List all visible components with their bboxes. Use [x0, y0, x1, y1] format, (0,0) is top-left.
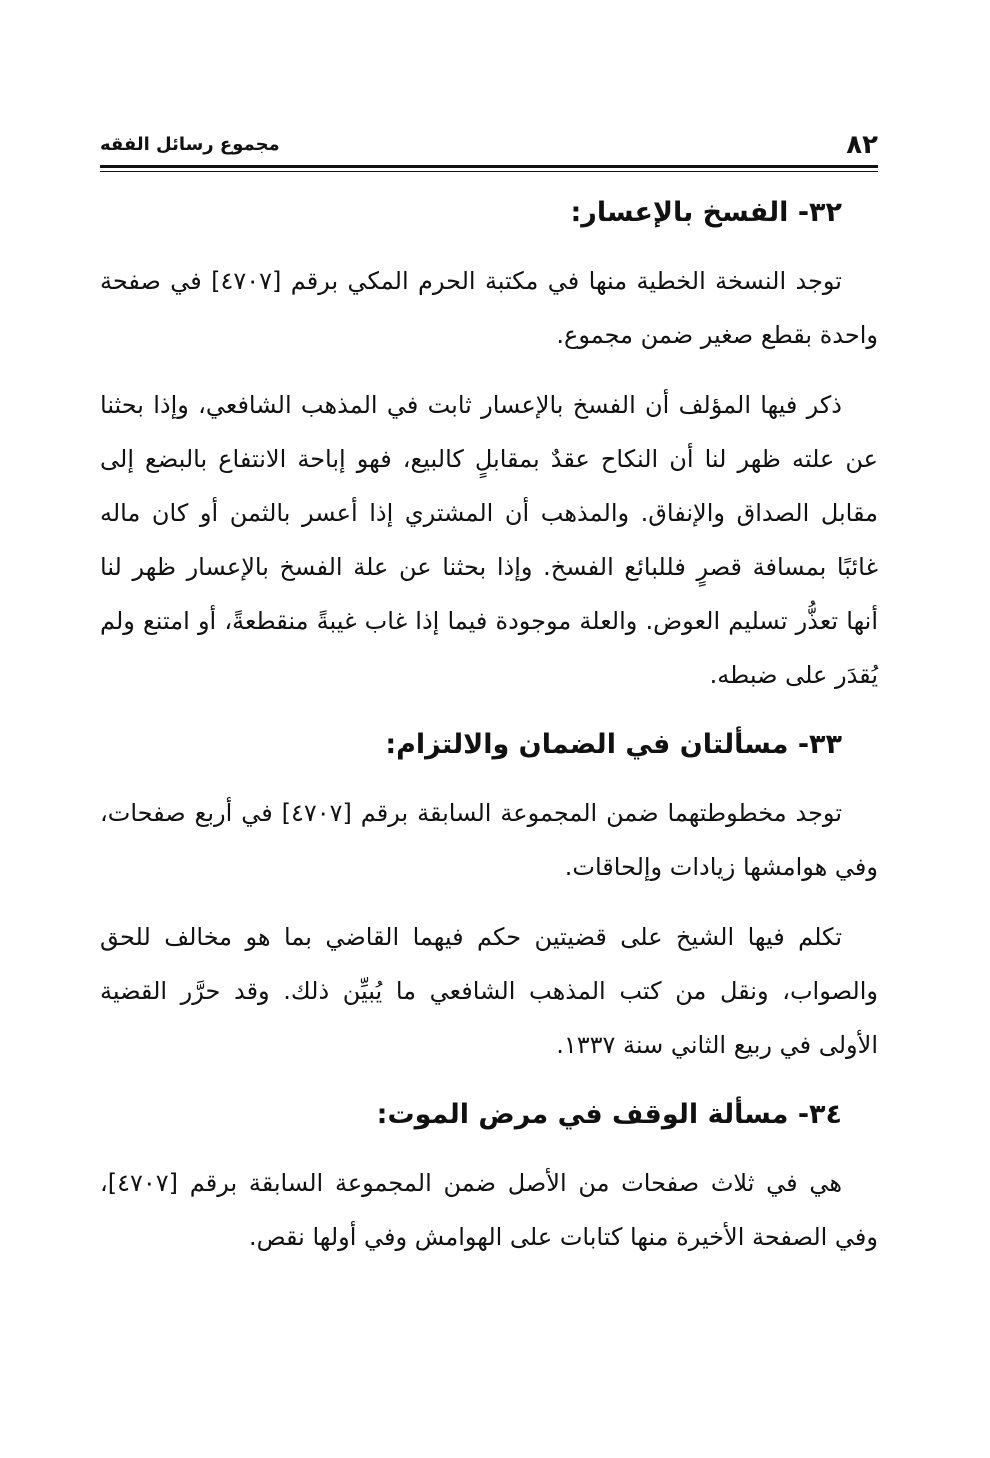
section-heading-33: ٣٣- مسألتان في الضمان والالتزام: [385, 729, 842, 760]
book-page [100, 125, 878, 1280]
page-number: ٨٢ [846, 130, 878, 160]
paragraph-33-content: تكلم فيها الشيخ على قضيتين حكم فيهما القاضي بما هو مخالف للحق والصواب، ونقل من كتب المذهب الشافعي ما يُبيِّن ذلك. وقد حرَّر القضية الأولى في ربيع الثاني سنة ١٣٣٧. [100, 923, 878, 1059]
book-title: مجموع رسائل الفقه [100, 134, 280, 155]
section-heading-34: ٣٤- مسألة الوقف في مرض الموت: [376, 1099, 842, 1130]
paragraph-33-manuscript: توجد مخطوطتهما ضمن المجموعة السابقة برقم [٤٧٠٧] في أربع صفحات، وفي هوامشها زيادات وإلحاقات. [100, 799, 878, 881]
paragraph-32-manuscript: توجد النسخة الخطية منها في مكتبة الحرم المكي برقم [٤٧٠٧] في صفحة واحدة بقطع صغير ضمن مجموع. [100, 267, 878, 349]
header-rule-thick [100, 165, 878, 168]
header-rule-thin [100, 171, 878, 172]
running-header [100, 125, 878, 161]
paragraph-32-content: ذكر فيها المؤلف أن الفسخ بالإعسار ثابت في المذهب الشافعي، وإذا بحثنا عن علته ظهر لنا أن النكاح عقدٌ بمقابلٍ كالبيع، فهو إباحة الانتفاع بالبضع إلى مقابل الصداق والإنفاق. والمذهب أن المشتري إذا أعسر بالثمن أو كان ماله غائبًا بمسافة قصرٍ فللبائع الفسخ. وإذا بحثنا عن علة الفسخ بالإعسار ظهر لنا أنها تعذُّر تسليم العوض. والعلة موجودة فيما إذا غاب غيبةً منقطعةً، أو امتنع ولم يُقدَر على ضبطه. [100, 391, 878, 689]
paragraph-34-manuscript: هي في ثلاث صفحات من الأصل ضمن المجموعة السابقة برقم [٤٧٠٧]، وفي الصفحة الأخيرة منها كتابات على الهوامش وفي أولها نقص. [100, 1169, 878, 1251]
section-heading-32: ٣٢- الفسخ بالإعسار: [570, 197, 842, 228]
